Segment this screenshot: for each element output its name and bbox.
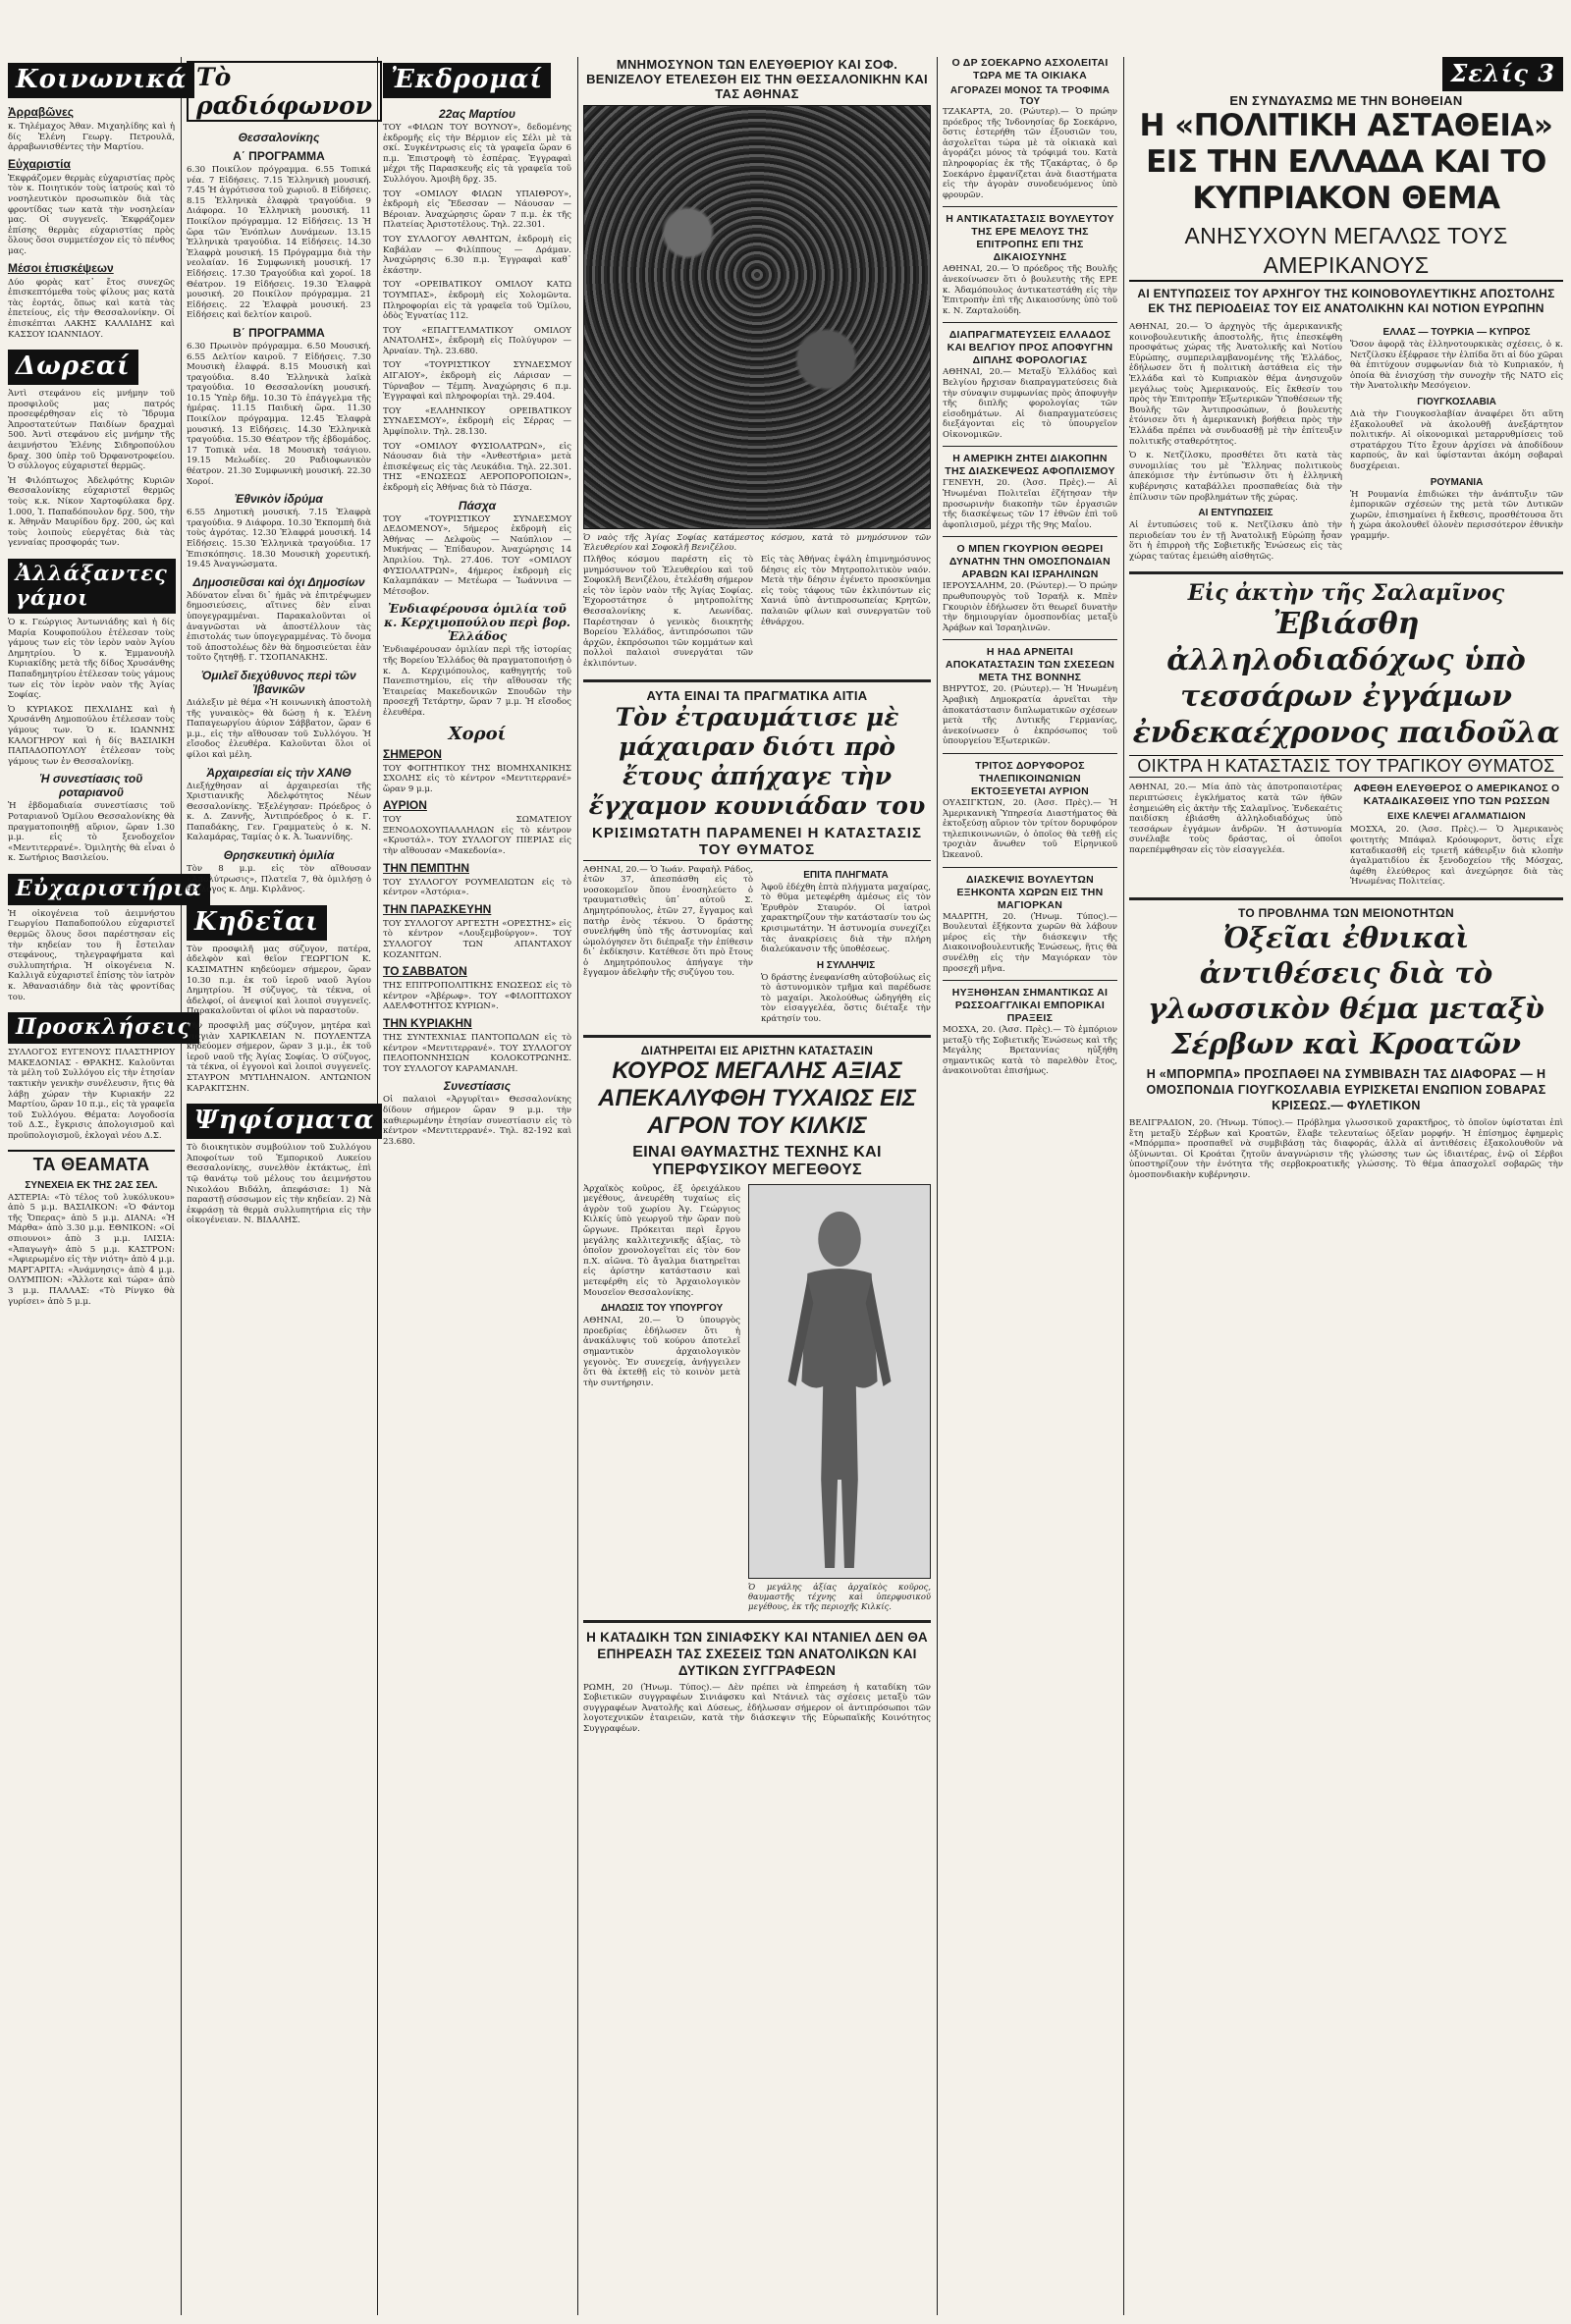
divider xyxy=(583,1035,931,1038)
freed-american-text: ΜΟΣΧΑ, 20. (Ἀσσ. Πρὲς).— Ὁ Ἀμερικανὸς φοιτητὴς Μπάφαλ Κρόουφορντ, ὅστις εἶχε καταδικασθῆ εἰς τριετῆ κάθειρξιν διὰ κλοπὴν ἀγαλματιδίου ἐκ ξενοδοχείου τῆς Μόσχας, ἀφέθη ἐλεύθερος καὶ ἀνεχώρησε διὰ τὰς Ἡνωμένας Πολιτείας. xyxy=(1350,825,1563,888)
writers-text: ΡΩΜΗ, 20 (Ἡνωμ. Τύπος).— Δὲν πρέπει νὰ ἐπηρεάση ἡ καταδίκη τῶν Σοβιετικῶν συγγραφέων Σινιάφσκυ καὶ Ντάνιελ τὰς σχέσεις μεταξὺ τῶν συγγραφέων Ἀνατολῆς καὶ Δύσεως, ἐδήλωσαν σήμερον οἱ ἀντιπρόσωποι τῶν λογοτεχνικῶν ἑταιρειῶν, κατὰ τὴν διάσκεψιν τῆς Εὐρωπαϊκῆς Κοινότητος Συγγραφέων. xyxy=(583,1682,931,1735)
section-title-thanks: Εὐχαριστήρια xyxy=(8,874,210,905)
memorial-caption: Ὁ ναὸς τῆς Ἁγίας Σοφίας κατάμεστος κόσμου, κατὰ τὸ μνημόσυνον τῶν Ἐλευθερίου καὶ Σοφοκλῆ Βενιζέλου. xyxy=(583,532,931,552)
program-b-text: 6.30 Πρωινὸν πρόγραμμα. 6.50 Μουσική. 6.55 Δελτίον καιροῦ. 7 Εἰδήσεις. 7.30 Μουσικὴ ἐλαφρά. 8.15 Μουσικὴ καὶ τραγούδια. 8.40 Ἑλληνικὰ λαϊκὰ τραγούδια. 10 Θεσσαλονίκη μουσική. 10.15 Ὑπὲρ δῆμ. 10.30 Τὸ ἐπάγγελμα τῆς ἡμέρας. 11.15 Παιδικὴ ὥρα. 11.30 Ποικίλον πρόγραμμα. 12.45 Ἐλαφρὰ μουσική. 13 Εἰδήσεις. 14.30 Ἑλληνικὰ τραγούδια. 15.30 Θέατρον τῆς ἐβδομάδος. 17 Τοπικὰ νέα. 18 Μουσικὴ τσάγιου. 19.15 Μελωδίες. 20 Ραδιοφωνικὸν θέατρον. 21.30 Συμφωνικὴ μουσική. 22.30 Χοροί. xyxy=(187,341,371,487)
subhead-sunday: ΤΗΝ ΚΥΡΙΑΚΗΝ xyxy=(383,1016,472,1030)
wounds-text: Ἀφοῦ ἐδέχθη ἑπτὰ πλήγματα μαχαίρας, τὸ θῦμα μετεφέρθη ἀμέσως εἰς τὸν Ἐρυθρὸν Σταυρόν. Οἱ ἰατροὶ χαρακτηρίζουν τὴν κατάστασίν του ὡς κρισιμωτάτην. Ἡ ἀστυνομία συνεχίζει τὰς ἀνακρίσεις διὰ τὴν πλήρη διαλεύκανσιν τῆς ὑποθέσεως. xyxy=(761,882,931,955)
divider xyxy=(943,536,1117,537)
weddings-text: Ὁ ΚΥΡΙΑΚΟΣ ΠΕΧΛΙΔΗΣ καὶ ἡ Χρυσάνθη Δημοπούλου ἐτέλεσαν τοὺς γάμους των. Ὁ κ. ΙΩΑΝΝΗΣ ΚΑΛΟΓΗΡΟΥ καὶ ἡ δίς ΒΑΣΙΛΙΚΗ ΠΑΠΑΔΟΠΟΥΛΟΥ ἐτέλεσαν τοὺς γάμους των ἐν Θεσσαλονίκῃ. xyxy=(8,704,175,767)
column-rule xyxy=(1123,57,1124,2315)
headline-satellite: ΤΡΙΤΟΣ ΔΟΡΥΦΟΡΟΣ ΤΗΛΕΠΙΚΟΙΝΩΝΙΩΝ ΕΚΤΟΞΕΥΕΤΑΙ ΑΥΡΙΟΝ xyxy=(970,759,1090,797)
headline-ere: Η ΑΝΤΙΚΑΤΑΣΤΑΣΙΣ ΒΟΥΛΕΥΤΟΥ ΤΗΣ ΕΡΕ ΜΕΛΟΥΣ ΤΗΣ ΕΠΙΤΡΟΠΗΣ ΕΠΙ ΤΗΣ ΔΙΚΑΙΟΣΥΝΗΣ xyxy=(946,213,1114,264)
subhead-friday: ΤΗΝ ΠΑΡΑΣΚΕΥΗΝ xyxy=(383,901,492,916)
minorities-deck: Η «ΜΠΟΡΜΠΑ» ΠΡΟΣΠΑΘΕΙ ΝΑ ΣΥΜΒΙΒΑΣΗ ΤΑΣ ΔΙΑΦΟΡΑΣ — Η ΟΜΟΣΠΟΝΔΙΑ ΓΙΟΥΓΚΟΣΛΑΒΙΑ ΕΥΡΙΣΚΕΤΑΙ ΕΝΩΠΙΟΝ ΣΟΒΑΡΑΣ ΚΡΙΣΕΩΣ.— ΦΥΛΕΤΙΚΟΝ xyxy=(1146,1067,1546,1113)
subhead-visits: Μέσοι ἐπισκέψεων xyxy=(8,260,114,275)
memorial-photo xyxy=(583,105,931,529)
excursion-text: ΤΟΥ «ΦΙΛΩΝ ΤΟΥ ΒΟΥΝΟΥ», δεδομένης ἐκδρομῆς εἰς τὴν Βέρμιον εἰς Σέλι μὲ τὰ σκί. Συγκέντρωσις εἰς τὰ γραφεῖα ὥραν 6 π.μ. Ἐπιστροφὴ τὸ ἑσπέρας. Ἐγγραφαὶ μέχρι τῆς Παρασκευῆς εἰς τὰ γραφεῖα τοῦ Συλλόγου. Ἀμοιβὴ δρχ. 35. xyxy=(383,123,571,185)
page-badge-wrap xyxy=(1129,57,1563,93)
section-title-resolutions: Ψηφίσματα xyxy=(187,1104,382,1139)
divider xyxy=(583,679,931,682)
trade-text: ΜΟΣΧΑ, 20. (Ἀσσ. Πρὲς).— Τὸ ἐμπόριον μεταξὺ τῆς Σοβιετικῆς Ἑνώσεως καὶ τῆς Μεγάλης Βρεταννίας ηὐξήθη σημαντικῶς κατὰ τὸ παρελθὸν ἔτος, ἀνακοινοῦται ἐπισήμως. xyxy=(943,1025,1117,1077)
subhead-program-b: Β΄ ΠΡΟΓΡΑΜΜΑ xyxy=(233,325,325,340)
excursion-text: ΤΟΥ «ΟΜΙΛΟΥ ΦΙΛΩΝ ΥΠΑΙΘΡΟΥ», ἐκδρομὴ εἰς Ἔδεσσαν — Νάουσαν — Βέροιαν. Ἀναχώρησις ὥραν 7 π.μ. ἐκ τῆς Πλατείας Ἀριστοτέλους. Τηλ. 22.301. xyxy=(383,189,571,231)
dinner-text: Οἱ παλαιοὶ «Ἀργυρῖται» Θεσσαλονίκης δίδουν σήμερον ὥραν 9 μ.μ. τὴν καθιερωμένην ἐτησίαν συνεστίασιν εἰς τὸ κέντρον «Μεντιτερρανέ». Τηλ. 82-192 καὶ 23.680. xyxy=(383,1095,571,1147)
subhead-saturday: ΤΟ ΣΑΒΒΑΤΟΝ xyxy=(383,964,467,979)
kouros-caption: Ὁ μεγάλης ἀξίας ἀρχαϊκὸς κοῦρος, θαυμαστῆς τέχνης καὶ ὑπερφυσικοῦ μεγέθους, ἐκ τῆς περιοχῆς Κιλκίς. xyxy=(748,1581,931,1611)
subhead-impressions: ΑΙ ΕΝΤΥΠΩΣΕΙΣ xyxy=(1198,508,1273,519)
thanks-notice-text: Ἡ οἰκογένεια τοῦ ἀειμνήστου Γεωργίου Παπαδοπούλου εὐχαριστεῖ θερμῶς ὅλους ὅσοι παρέστησαν εἰς τὴν κηδείαν του ἢ ἔστειλαν στεφάνους, τηλεγραφήματα καὶ συλλυπητήρια. Ἡ οἰκογένεια Ν. Καλλιγᾶ εὐχαριστεῖ ἐπίσης τὸν ἰατρὸν κ. Ἀθανασιάδην διὰ τὰς φροντίδας του. xyxy=(8,908,175,1002)
column-radio xyxy=(187,57,375,2315)
headline-majorca: ΔΙΑΣΚΕΨΙΣ ΒΟΥΛΕΥΤΩΝ ΕΞΗΚΟΝΤΑ ΧΩΡΩΝ ΕΙΣ ΤΗΝ ΜΑΓΙΟΡΚΑΝ xyxy=(956,873,1104,911)
section-title-donations: Δωρεαί xyxy=(8,350,138,385)
section-title-excursions: Ἐκδρομαί xyxy=(383,63,551,98)
stabbing-text: ΑΘΗΝΑΙ, 20.— Ὁ Ἰωάν. Ραφαὴλ Ράδος, ἐτῶν 37, ἀπεσπάσθη εἰς τὸ νοσοκομεῖον ὅπου ἐνοσηλεύετο ὁ τραυματισθεὶς ὑπ᾽ αὐτοῦ Σ. Δημητρόπουλος, ἐτῶν 27, ἔγγαμος καὶ πατὴρ ἑνὸς τέκνου. Ὁ δράστης συνελήφθη ὑπὸ τῆς ἀστυνομίας καὶ ὡμολόγησεν ὅτι διέπραξε τὴν ἐπίθεσιν δι᾽ ἐκδίκησιν. Κατέθεσε ὅτι πρὸ ἔτους ὁ Δημητρόπουλος ἀπήγαγε τὴν ἔγγαμον ἀδελφὴν τῆς συζύγου του. xyxy=(583,864,753,979)
invitations-text: ΣΥΛΛΟΓΟΣ ΕΥΓΕΝΟΥΣ ΠΛΑΣΤΗΡΙΟΥ ΜΑΚΕΔΟΝΙΑΣ - ΘΡΑΚΗΣ. Καλοῦνται τὰ μέλη τοῦ Συλλόγου εἰς τὴν ἐτησίαν τακτικὴν γενικὴν συνέλευσιν, ἥτις θὰ λάβῃ χώραν τὴν Κυριακήν 22 Μαρτίου, ὥραν 10 π.μ., εἰς τὰ γραφεῖα τοῦ Συλλόγου. Θέματα: Λογοδοσία τοῦ Δ.Σ., ἔγκρισις ἀπολογισμοῦ καὶ προϋπολογισμοῦ, ἐκλογαὶ νέου Δ.Σ. xyxy=(8,1048,175,1141)
lecture-text: Διάλεξιν μὲ θέμα «Ἡ κοινωνικὴ ἀποστολὴ τῆς γυναικὸς» θὰ δώσῃ ἡ κ. Ἑλένη Παπαγεωργίου ἀύριον Σάββατον, ὥραν 6 μ.μ., εἰς τὴν αἴθουσαν τοῦ Συλλόγου. Ἡ εἴσοδος ἐλευθέρα. Καλοῦνται ὅλοι οἱ φίλοι καὶ μέλη. xyxy=(187,697,371,760)
headline-statuette: ΕΙΧΕ ΚΛΕΨΕΙ ΑΓΑΛΜΑΤΙΔΙΟΝ xyxy=(1387,811,1526,823)
headline-sukarno: Ο ΔΡ ΣΟΕΚΑΡΝΟ ΑΣΧΟΛΕΙΤΑΙ ΤΩΡΑ ΜΕ ΤΑ ΟΙΚΙΑΚΑ xyxy=(951,57,1109,81)
romania-text: Ἡ Ρουμανία ἐπιδιώκει τὴν ἀνάπτυξιν τῶν ἐμπορικῶν σχέσεών της μετὰ τῶν Δυτικῶν χωρῶν, ἐπισημαίνει ἡ ἔκθεσις, προσθέτουσα ὅτι ἡ χώρα ἀκολουθεῖ ὁλονὲν περισσότερον ἐθνικὴν γραμμήν. xyxy=(1350,489,1563,541)
headline-uar: Η ΗΑΔ ΑΡΝΕΙΤΑΙ ΑΠΟΚΑΤΑΣΤΑΣΙΝ ΤΩΝ ΣΧΕΣΕΩΝ ΜΕΤΑ ΤΗΣ ΒΟΝΝΗΣ xyxy=(945,646,1115,684)
memorial-text: Εἰς τὰς Ἀθήνας ἐψάλη ἐπιμνημόσυνος δέησις εἰς τὸν Μητροπολιτικὸν ναόν. Μετὰ τὴν δέησιν ἐγένετο προσκύνημα εἰς τοὺς τάφους τῶν ἐκλιπόντων εἰς Χανιά ὑπὸ ἀντιπροσωπείας Κρητῶν, παλαιῶν φίλων καὶ συνεργατῶν τοῦ ἐθνάρχου. xyxy=(761,555,931,627)
subhead-yugoslavia: ΓΙΟΥΓΚΟΣΛΑΒΙΑ xyxy=(1417,396,1496,407)
column-brief-news xyxy=(943,57,1117,2315)
section-title-social: Κοινωνικά xyxy=(8,63,194,98)
section-title-radio: Τὸ ραδιόφωνον xyxy=(187,61,382,122)
shows-text: ΑΣΤΕΡΙΑ: «Τὸ τέλος τοῦ λυκόλυκου» ἀπὸ 5 μ.μ. ΒΑΣΙΛΙΚΟΝ: «Ὁ Φάντομ τῆς Ὄπερας» ἀπὸ 5 μ.μ. ΔΙΑΝΑ: «Ἡ Μάρθα» ἀπὸ 3.30 μ.μ. ΕΘΝΙΚΟΝ: «Οἱ σπιουνοι» ἀπὸ 3 μ.μ. ΙΛΙΣΙΑ: «Ἀπαγωγὴ» ἀπὸ 5 μ.μ. ΚΑΣΤΡΟΝ: «Ἀφιερωμένο εἰς τὴν νιότη» ἀπὸ 4 μ.μ. ΜΑΡΓΑΡΙΤΑ: «Ἀνάμνησις» ἀπὸ 4 μ.μ. ΟΛΥΜΠΙΟΝ: «Ἄλλοτε καὶ τώρα» ἀπὸ 3 μ.μ. ΠΑΛΛΑΣ: «Τὸ Ρίνγκο θὰ γυρίσει» ἀπὸ 5 μ.μ. xyxy=(8,1192,175,1307)
sukarno-text: ΤΖΑΚΑΡΤΑ, 20. (Ρώυτερ).— Ὁ πρώην πρόεδρος τῆς Ἰνδονησίας δρ Σοεκάρνο, ὅστις ἐστερήθη τῶν ἐξουσιῶν του, ἀσχολεῖται τώρα μὲ τὰ οἰκιακὰ καὶ ἀγοράζει μόνος τὰ τρόφιμά του. Κατὰ πληροφορίας ἐκ τῆς Τζακάρτας, ὁ δρ Σοεκάρνο ἐμφανίζεται ἀνὰ διαστήματα εἰς τὴν ἀγορὰν συνοδευόμενος ὑπὸ φρουρῶν. xyxy=(943,107,1117,200)
visits-text: Δύο φορὰς κατ᾽ ἔτος συνεχῶς ἐπισκεπτόμεθα τοὺς φίλους μας κατὰ τὰς ἑορτάς, ὅπως καὶ κατὰ τὰς ἐπετείους, εἰς τὴν Θεσσαλονίκην. Οἱ ἐπισκέπται ΛΑΚΗΣ ΚΑΛΛΙΔΗΣ καὶ ΚΑΣΣΟΥ ΙΩΑΝΝΙΔΟΥ. xyxy=(8,277,175,340)
lead-text: ΑΘΗΝΑΙ, 20.— Ὁ ἀρχηγὸς τῆς ἀμερικανικῆς κοινοβουλευτικῆς ἀποστολῆς, ἥτις ἐπεσκέφθη προσφάτως χώρας τῆς Ἀνατολικῆς καὶ Νοτίου Εὐρώπης, συμπεριλαμβανομένης τῆς Ἑλλάδος, ἐδήλωσεν ὅτι ἡ πολιτικὴ ἀστάθεια εἰς τὴν Ἑλλάδα καὶ τὸ Κυπριακὸν θέμα ἀνησυχοῦν μεγάλως τοὺς Ἀμερικανούς. Εἰς ἔκθεσίν του πρὸς τὴν Ἐπιτροπὴν Ἐξωτερικῶν Ὑποθέσεων τῆς Βουλῆς τῶν Ἀντιπροσώπων, ὁ βουλευτὴς ἐτόνισεν ὅτι ἡ ἀμερικανικὴ βοήθεια πρὸς τὴν Ἑλλάδα πρέπει νὰ συνδυασθῇ μὲ τὴν ἐπίτευξιν πολιτικῆς σταθερότητος. xyxy=(1129,322,1342,447)
subhead-lecture: Ὁμιλεῖ διεχύθυνος περὶ τῶν Ἰβανικῶν xyxy=(201,668,356,696)
dances-text: ΤΗΣ ΣΥΝΤΕΧΝΙΑΣ ΠΑΝΤΟΠΩΛΩΝ εἰς τὸ κέντρον «Μεντιτερρανέ». ΤΟΥ ΣΥΛΛΟΓΟΥ ΠΕΛΟΠΟΝΝΗΣΙΩΝ ΚΟΛΟΚΟΤΡΩΝΗΣ. ΤΟΥ ΣΥΛΛΟΓΟΥ ΚΑΡΑΜΑΝΛΗ. xyxy=(383,1033,571,1074)
divider xyxy=(943,446,1117,447)
section-title-weddings: Ἀλλάξαντες γάμοι xyxy=(8,559,176,614)
subhead-arrest: Η ΣΥΛΛΗΨΙΣ xyxy=(816,959,876,971)
uar-text: ΒΗΡΥΤΟΣ, 20. (Ρώυτερ).— Ἡ Ἡνωμένη Ἀραβικὴ Δημοκρατία ἀρνεῖται τὴν ἀποκατάστασιν διπλωματικῶν σχέσεων μετὰ τῆς Δυτικῆς Γερμανίας, ἀνεκοίνωσεν ὁ ἐκπρόσωπος τοῦ ὑπουργείου Ἐξωτερικῶν. xyxy=(943,684,1117,747)
subhead-rotary: Ἡ συνεστίασις τοῦ ροταριανοῦ xyxy=(39,772,143,800)
kouros-text: Ἀρχαϊκὸς κοῦρος, ἐξ ὀρειχάλκου μεγέθους, ἀνευρέθη τυχαίως εἰς ἀγρὸν τοῦ χωρίου Ἀγ. Γεώργιος Κιλκίς ὑπὸ γεωργοῦ τὴν ὥραν ποὺ ὤργωνε. Πρόκειται περὶ ἔργου μεγάλης καλλιτεχνικῆς ἀξίας, τὸ ὁποῖον χρονολογεῖται εἰς τὸν 6ον π.Χ. αἰῶνα. Τὸ ἄγαλμα διατηρεῖται εἰς ἀρίστην κατάστασιν καὶ μετεφέρθη εἰς τὸ Ἀρχαιολογικὸν Μουσεῖον Θεσσαλονίκης. xyxy=(583,1183,740,1298)
donations-text: Ἡ Φιλόπτωχος Ἀδελφότης Κυριῶν Θεσσαλονίκης εὐχαριστεῖ θερμῶς τοὺς κ.κ. Νίκον Χαρτοφύλακα δρχ. 1.000, Ἰ. Παπαδόπουλον δρχ. 500, τὴν κ. Ἀθηνᾶν Μαυρίδου δρχ. 200, ὡς καὶ τοὺς λοιποὺς εὐεργέτας διὰ τὰς γενναίας προσφοράς των. xyxy=(8,475,175,549)
national-text: 6.55 Δημοτικὴ μουσική. 7.15 Ἐλαφρὰ τραγούδια. 9 Διάφορα. 10.30 Ἐκπομπὴ διὰ τοὺς ἀγρότας. 12.30 Ἐλαφρά μουσική. 14 Εἰδήσεις. 15.30 Ἑλληνικὰ τραγούδια. 17 Ἐπισκόπησις. 18.30 Μουσικὴ χορευτική. 19.45 Ἀναγνώσματα. xyxy=(187,508,371,570)
easter-text: ΤΟΥ «ΤΟΥΡΙΣΤΙΚΟΥ ΣΥΝΔΕΣΜΟΥ ΔΕΔΟΜΕΝΟΥ», 5ήμερος ἐκδρομὴ εἰς Ἀθήνας — Δελφοὺς — Ναύπλιον — Μυκήνας — Ἐπίδαυρον. Ἀναχώρησις 14 Ἀπριλίου. Τηλ. 27.406. ΤΟΥ «ΟΜΙΛΟΥ ΦΥΣΙΟΛΑΤΡΩΝ», 4ήμερος ἐκδρομὴ εἰς Καλαμπάκαν — Μετέωρα — Ἰωάννινα — Μέτσοβον. xyxy=(383,513,571,597)
divider xyxy=(943,867,1117,868)
headline-writers: Η ΚΑΤΑΔΙΚΗ ΤΩΝ ΣΙΝΙΑΦΣΚΥ ΚΑΙ ΝΤΑΝΙΕΛ ΔΕΝ ΘΑ ΕΠΗΡΕΑΣΗ ΤΑΣ ΣΧΕΣΕΙΣ ΤΩΝ ΑΝΑΤΟΛΙΚΩΝ ΚΑΙ ΔΥΤΙΚΩΝ ΣΥΓΓΡΑΦΕΩΝ xyxy=(586,1629,928,1678)
kouros-article xyxy=(583,1184,931,1614)
headline-kouros-sub: ΕΙΝΑΙ ΘΑΥΜΑΣΤΗΣ ΤΕΧΝΗΣ ΚΑΙ ΥΠΕΡΦΥΣΙΚΟΥ ΜΕΓΕΘΟΥΣ xyxy=(632,1143,882,1178)
section-title-funerals: Κηδεῖαι xyxy=(187,905,327,941)
subhead-shows: ΣΥΝΕΧΕΙΑ ΕΚ ΤΗΣ 2ΑΣ ΣΕΛ. xyxy=(25,1179,158,1191)
ben-gurion-text: ΙΕΡΟΥΣΑΛΗΜ, 20. (Ρώυτερ).— Ὁ πρώην πρωθυπουργὸς τοῦ Ἰσραήλ κ. Μπὲν Γκουριὸν ἐδήλωσεν ὅτι θεωρεῖ δυνατὴν τὴν δημιουργίαν ὁμοσπονδίας μεταξὺ Ἀράβων καὶ Ἰσραηλινῶν. xyxy=(943,581,1117,633)
newspaper-page xyxy=(8,57,1563,2315)
excursion-text: ΤΟΥ «ΟΜΙΛΟΥ ΦΥΣΙΟΛΑΤΡΩΝ», εἰς Νάουσαν διὰ τὴν «Ἀνθεστήρια» μετὰ ἐπισκέψεως εἰς τὰς Λευκάδια. Τηλ. 22.301. ΤΗΣ «ΕΝΩΣΕΩΣ ΑΕΡΟΠΟΡΟΠΟΙΩΝ», ἐκδρομὴ εἰς Ἀθήνας διὰ τὸ Πάσχα. xyxy=(383,441,571,493)
subhead-engagements: Ἀρραβῶνες xyxy=(8,105,74,119)
religious-text: Τὸν 8 μ.μ. εἰς τὸν αἴθουσαν «Ἀπολύτρωσις», Πλατεῖα 7, θὰ ὁμιλήσῃ ὁ θεολόγος κ. Δημ. Κιρλᾶνος. xyxy=(187,864,371,895)
minorities-text: ΒΕΛΙΓΡΑΔΙΟΝ, 20. (Ἡνωμ. Τύπος).— Πρόβλημα γλωσσικοῦ χαρακτῆρος, τὸ ὁποῖον ὑφίσταται ἐπὶ ἔτη μεταξὺ Σέρβων καὶ Κροατῶν, ἔλαβε τελευταίως ὀξεῖαν μορφήν. Ἡ ἐπίσημος ἐφημερὶς «Μπόρμπα» προσπαθεῖ νὰ συμβιβάσῃ τὰς διαφοράς, ἀλλὰ αἱ ἀντιθέσεις ἐξακολουθοῦν νὰ ὀξύνωνται. Οἱ Κροάται ζητοῦν ἀναγνώρισιν τῆς γλώσσης των ὡς ἰδιαιτέρας, ἐνῷ οἱ Σέρβοι ὑποστηρίζουν τὴν ἑνότητα τῆς σερβοκροατικῆς γλώσσης. Τὸ θέμα ἀπασχολεῖ σοβαρῶς τὴν ὁμοσπονδιακὴν κυβέρνησιν. xyxy=(1129,1118,1563,1180)
column-excursions xyxy=(383,57,571,2315)
subhead-thessaloniki: Θεσσαλονίκης xyxy=(238,131,320,144)
headline-kicker: ΑΥΤΑ ΕΙΝΑΙ ΤΑ ΠΡΑΓΜΑΤΙΚΑ ΑΙΤΙΑ xyxy=(646,687,868,703)
headline-trade: ΗΥΞΗΘΗΣΑΝ ΣΗΜΑΝΤΙΚΩΣ ΑΙ ΡΩΣΣΟΑΓΓΛΙΚΑΙ ΕΜΠΟΡΙΚΑΙ ΠΡΑΞΕΙΣ xyxy=(951,987,1109,1025)
majorca-text: ΜΑΔΡΙΤΗ, 20. (Ἡνωμ. Τύπος).— Βουλευταὶ ἐξήκοντα χωρῶν θὰ λάβουν μέρος εἰς τὴν διάσκεψιν τῆς Διακοινοβουλευτικῆς Ἑνώσεως, ἥτις θὰ συνέλθῃ εἰς τὴν Μαγιόρκαν τὸν προσεχῆ μῆνα. xyxy=(943,911,1117,974)
subhead-tomorrow: ΑΥΡΙΟΝ xyxy=(383,798,427,813)
stabbing-article xyxy=(583,865,931,1029)
excursion-text: ΤΟΥ ΣΥΛΛΟΓΟΥ ΑΘΛΗΤΩΝ, ἐκδρομὴ εἰς Καβάλαν — Φιλίππους — Δράμαν. Ἀναχώρησις 6.30 π.μ. Ἐγγραφαὶ καθ᾽ ἑκάστην. xyxy=(383,234,571,276)
headline-stabbing: Τὸν ἐτραυμάτισε μὲ μάχαιραν διότι πρὸ ἔτους ἀπήχαγε τὴν ἔγχαμον κουνιάδαν του xyxy=(588,702,926,820)
kouros-statue-photo xyxy=(748,1184,931,1579)
lead-deck: ΑΙ ΕΝΤΥΠΩΣΕΙΣ ΤΟΥ ΑΡΧΗΓΟΥ ΤΗΣ ΚΟΙΝΟΒΟΥΛΕΥΤΙΚΗΣ ΑΠΟΣΤΟΛΗΣ ΕΚ ΤΗΣ ΠΕΡΙΟΔΕΙΑΣ ΤΟΥ ΕΙΣ ΑΝΑΤΟΛΙΚΗΝ ΚΑΙ ΝΟΤΙΟΝ ΕΥΡΩΠΗΝ xyxy=(1137,287,1555,315)
thanks-text: Ἐκφράζομεν θερμὰς εὐχαριστίας πρὸς τὸν κ. Ποιητικόν τοὺς ἰατρούς καὶ τὸ νοσηλευτικὸν προσωπικὸν διὰ τὰς φροντίδας των κατὰ τὴν νοσηλείαν μας. Οἱ συγγενεῖς. Ἐκφράζομεν ἐπίσης θερμὰς εὐχαριστίας πρὸς ὅλους ὅσοι συμμετέσχον εἰς τὸ πένθος μας. xyxy=(8,173,175,256)
subhead-dinner: Συνεστίασις xyxy=(444,1079,511,1094)
belgium-text: ΑΘΗΝΑΙ, 20.— Μεταξὺ Ἑλλάδος καὶ Βελγίου ἤρχισαν διαπραγματεύσεις διὰ τὴν σύναψιν συμφωνίας πρὸς ἀποφυγὴν τῆς διπλῆς φορολογίας τῶν εἰσοδημάτων. Αἱ διαπραγματεύσεις διεξάγονται εἰς τὸ ὑπουργεῖον Οἰκονομικῶν. xyxy=(943,367,1117,440)
divider xyxy=(583,1620,931,1623)
kouros-statue-figure xyxy=(749,1185,930,1578)
subhead-date: 22ας Μαρτίου xyxy=(439,107,515,121)
dances-text: ΤΟΥ ΣΥΛΛΟΓΟΥ ΑΡΓΕΣΤΗ «ΟΡΕΣΤΗΣ» εἰς τὸ κέντρον «Λουξεμβούργον». ΤΟΥ ΣΥΛΛΟΓΟΥ ΤΩΝ ΑΠΑΝΤΑΧΟΥ ΚΟΖΑΝΙΤΩΝ. xyxy=(383,918,571,960)
elections-text: Διεξήχθησαν αἱ ἀρχαιρεσίαι τῆς Χριστιανικῆς Ἀδελφότητος Νέων Θεσσαλονίκης. Ἐξελέγησαν: Πρόεδρος ὁ κ. Δ. Ζαννῆς, Ἀντιπρόεδρος ὁ κ. Γ. Παπαδάκης, Γεν. Γραμματεὺς ὁ κ. Ν. Καλαμάρας, Ταμίας ὁ κ. Ἀ. Ἰωαννίδης. xyxy=(187,781,371,843)
ere-text: ΑΘΗΝΑΙ, 20.— Ὁ πρόεδρος τῆς Βουλῆς ἀνεκοίνωσεν ὅτι ὁ βουλευτὴς τῆς ΕΡΕ κ. Ἀδαμόπουλος ἀντικατεστάθη εἰς τὴν Ἐπιτροπὴν ἐπὶ τῆς Δικαιοσύνης ὑπὸ τοῦ κ. Ν. Ζαρταλούδη. xyxy=(943,264,1117,316)
divider xyxy=(943,980,1117,981)
weddings-text: Ὁ κ. Γεώργιος Ἀντωνιάδης καὶ ἡ δίς Μαρία Κουφοπούλου ἐτέλεσαν τοὺς γάμους των εἰς τὸν ἱερὸν ναὸν Ἁγίου Δημητρίου. Ὁ κ. Ἐμμανουὴλ Κυριακίδης μετὰ τῆς δίδος Χρυσάνθης Παπαδημητρίου ἐτέλεσαν τοὺς γάμους των εἰς τὸν ἱερὸν ναὸν τῆς Ἁγίας Σοφίας. xyxy=(8,618,175,701)
lead-text: Ὁ κ. Νετζίλσκυ, προσθέτει ὅτι κατὰ τὰς συνομιλίας του μὲ Ἕλληνας πολιτικοὺς ἀπεκόμισε τὴν ἐντύπωσιν ὅτι ἡ ἑλληνικὴ κυβέρνησις καταβάλλει προσπαθείας διὰ τὴν ἐπίλυσιν τῶν προβλημάτων τῆς χώρας. xyxy=(1129,451,1342,503)
excursion-text: ΤΟΥ «ΤΟΥΡΙΣΤΙΚΟΥ ΣΥΝΔΕΣΜΟΥ ΑΙΓΑΙΟΥ», ἐκδρομὴ εἰς Λάρισαν — Τύρναβον — Τέμπη. Ἀναχώρησις 6 π.μ. Ἐγγραφαὶ καὶ πληροφορίαι τηλ. 29.404. xyxy=(383,360,571,403)
yugoslavia-text: Διὰ τὴν Γιουγκοσλαβίαν ἀναφέρει ὅτι αὕτη ἐξακολουθεῖ νὰ ἀκολουθῇ ἀνεξάρτητον πολιτικήν. Αἱ οἰκονομικαὶ μεταρρυθμίσεις τοῦ στρατάρχου Τίτο ἔχουν ἀρχίσει νὰ ἀποδίδουν καρπούς, ἂν καὶ ὑφίστανται ἀκόμη σοβαραὶ δυσχέρειαι. xyxy=(1350,408,1563,471)
lead-kicker: ΕΝ ΣΥΝΔΥΑΣΜΩ ΜΕ ΤΗΝ ΒΟΗΘΕΙΑΝ xyxy=(1229,93,1463,108)
subhead-thanks: Εὐχαριστία xyxy=(8,156,71,171)
column-center-news xyxy=(583,57,931,2315)
column-rule xyxy=(937,57,938,2315)
divider xyxy=(943,206,1117,207)
page-number-badge: Σελίς 3 xyxy=(1442,57,1563,91)
funerals-text: Τὴν προσφιλῆ μας σύζυγον, μητέρα καὶ γιαγιὰν ΧΑΡΙΚΛΕΙΑΝ Ν. ΠΟΥΛΕΝΤΖΑ κηδεύομεν σήμερον, ὥραν 3 μ.μ., ἐκ τοῦ ἱεροῦ ναοῦ τῆς Ἁγίας Σοφίας. Ὁ σύζυγος, τὰ τέκνα, οἱ ἐγγονοὶ καὶ λοιποὶ συγγενεῖς. ΣΤΑΥΡΟΝ ΜΥΤΙΛΗΝΑΙΟΝ. ΑΝΤΩΝΙΟΝ ΚΑΡΑΚΙΤΣΗΝ. xyxy=(187,1021,371,1094)
divider xyxy=(1129,897,1563,900)
headline-kouros: ΚΟΥΡΟΣ ΜΕΓΑΛΗΣ ΑΞΙΑΣ ΑΠΕΚΑΛΥΦΘΗ ΤΥΧΑΙΩΣ ΕΙΣ ΑΓΡΟΝ ΤΟΥ ΚΙΛΚΙΣ xyxy=(598,1056,916,1139)
subhead-lecture: Ἐνδιαφέρουσα ὁμιλία τοῦ κ. Κερχιμοπούλου περὶ βορ. Ἑλλάδος xyxy=(384,602,570,644)
subhead-thursday: ΤΗΝ ΠΕΜΠΤΗΝ xyxy=(383,860,469,875)
divider xyxy=(943,639,1117,640)
excursion-text: ΤΟΥ «ΕΠΑΓΓΕΛΜΑΤΙΚΟΥ ΟΜΙΛΟΥ ΑΝΑΤΟΛΗΣ», ἐκδρομὴ εἰς Πολύγυρον — Ἀρναίαν. Τηλ. 23.680. xyxy=(383,325,571,356)
divider xyxy=(943,753,1117,754)
donations-text: Ἀντὶ στεφάνου εἰς μνήμην τοῦ προσφιλοῦς μας πατρός προσεφέρθησαν εἰς τὸ Ἵδρυμα Ἀπροστατεύτων Παιδίων δραχμαὶ 500. Ἀντὶ στεφάνου εἰς μνήμην τῆς ἀειμνήστου Ἑλένης Σιδηροπούλου δραχ. 300 ὑπὲρ τοῦ Ὀρφανοτροφείου. Ὁ σύλλογος εὐχαριστεῖ θερμῶς. xyxy=(8,389,175,472)
minorities-kicker: ΤΟ ΠΡΟΒΛΗΜΑ ΤΩΝ ΜΕΙΟΝΟΤΗΤΩΝ xyxy=(1237,906,1455,921)
lead-subheadline: ΑΝΗΣΥΧΟΥΝ ΜΕΓΑΛΩΣ ΤΟΥΣ ΑΜΕΡΙΚΑΝΟΥΣ xyxy=(1129,221,1563,282)
column-rule xyxy=(577,57,578,2315)
excursion-text: ΤΟΥ «ΕΛΛΗΝΙΚΟΥ ΟΡΕΙΒΑΤΙΚΟΥ ΣΥΝΔΕΣΜΟΥ», ἐκδρομὴ εἰς Σέρρας — Ἀμφίπολιν. Τηλ. 28.130. xyxy=(383,405,571,438)
memorial-article xyxy=(583,555,931,674)
rotary-text: Ἡ ἑβδομαδιαία συνεστίασις τοῦ Ροταριανοῦ Ὁμίλου Θεσσαλονίκης θὰ πραγματοποιηθῇ αὔριον, ὥραν 1.30 μ.μ. εἰς τὸ ξενοδοχεῖον «Μεντιτερρανέ». Ὁμιλητὴς θὰ εἶναι ὁ κ. Σωτήριος Βασιλείου. xyxy=(8,801,175,864)
headline-belgium: ΔΙΑΠΡΑΓΜΑΤΕΥΣΕΙΣ ΕΛΛΑΔΟΣ ΚΑΙ ΒΕΛΓΙΟΥ ΠΡΟΣ ΑΠΟΦΥΓΗΝ ΔΙΠΛΗΣ ΦΟΡΟΛΟΓΙΑΣ xyxy=(947,329,1113,367)
subhead-today: ΣΗΜΕΡΟΝ xyxy=(383,746,442,761)
publications-text: Ἀδύνατον εἶναι δι᾽ ἡμᾶς νὰ ἐπιτρέψωμεν δημοσιεύσεις, αἵτινες δὲν εἶναι ὑπογεγραμμέναι. Παρακαλοῦνται οἱ ἀναγνῶσται νὰ ἀποστέλλουν τὰς ἐπιστολάς των ὑπογεγραμμένας. Τὸ ὄνομα τοῦ ἀποστολέως δὲν θὰ δημοσιεύεται ἐὰν τοῦτο ζητηθῇ. Γ. ΤΣΟΠΑΝΑΚΗΣ. xyxy=(187,590,371,664)
subhead-elections: Ἀρχαιρεσίαι εἰς τὴν ΧΑΝΘ xyxy=(206,765,352,780)
headline-ben-gurion: Ο ΜΠΕΝ ΓΚΟΥΡΙΟΝ ΘΕΩΡΕΙ ΔΥΝΑΤΗΝ ΤΗΝ ΟΜΟΣΠΟΝΔΙΑΝ ΑΡΑΒΩΝ ΚΑΙ ΙΣΡΑΗΛΙΝΩΝ xyxy=(948,543,1111,581)
excursion-text: ΤΟΥ «ΟΡΕΙΒΑΤΙΚΟΥ ΟΜΙΛΟΥ ΚΑΤΩ ΤΟΥΜΠΑΣ», ἐκδρομὴ εἰς Χολομῶντα. Πληροφορίαι εἰς τὰ γραφεῖα τοῦ Ὁμίλου, ὁδὸς Ἐγνατίας 112. xyxy=(383,280,571,322)
divider xyxy=(943,322,1117,323)
lead-article xyxy=(1129,322,1563,566)
salamina-headline: Ἐβιάσθη ἀλληλοδιαδόχως ὑπὸ τεσσάρων ἐγγάμων ἐνδεκαέχρονος παιδοῦλα xyxy=(1132,607,1560,751)
funerals-text: Τὸν προσφιλῆ μας σύζυγον, πατέρα, ἀδελφὸν καὶ θεῖον ΓΕΩΡΓΙΟΝ Κ. ΚΑΣΙΜΑΤΗΝ κηδεύομεν σήμερον, ὥραν 10.30 π.μ. ἐκ τοῦ ἱεροῦ ναοῦ Ἁγίου Δημητρίου. Ἡ σύζυγος, τὰ τέκνα, οἱ ἀδελφοί, οἱ ἀνεψιοί καὶ λοιποὶ συγγενεῖς. Παρακαλοῦνται οἱ φίλοι νὰ παραστοῦν. xyxy=(187,944,371,1017)
lead-headline: Η «ΠΟΛΙΤΙΚΗ ΑΣΤΑΘΕΙΑ» ΕΙΣ ΤΗΝ ΕΛΛΑΔΑ ΚΑΙ ΤΟ ΚΥΠΡΙΑΚΟΝ ΘΕΜΑ xyxy=(1139,108,1553,216)
dances-text: ΤΟΥ ΣΩΜΑΤΕΙΟΥ ΞΕΝΟΔΟΧΟΥΠΑΛΛΗΛΩΝ εἰς τὸ κέντρον «Κρυστάλ». ΤΟΥ ΣΥΛΛΟΓΟΥ ΠΙΕΡΙΑΣ εἰς τὴν αἴθουσαν «Μακεδονία». xyxy=(383,815,571,857)
minorities-headline: Ὀξεῖαι ἐθνικαὶ ἀντιθέσεις διὰ τὸ γλωσσικὸν θέμα μεταξὺ Σέρβων καὶ Κροατῶν xyxy=(1148,921,1544,1061)
arrest-text: Ὁ δράστης ἐνεφανίσθη αὐτοβούλως εἰς τὸ ἀστυνομικὸν τμῆμα καὶ παρέδωσε τὸ μαχαίρι. Ἀκολούθως ὡδηγήθη εἰς τὸν εἰσαγγελέα, ὅστις διέταξε τὴν κράτησίν του. xyxy=(761,972,931,1025)
engagements-text: κ. Τηλέμαχος Ἀθαν. Μιχαηλίδης καὶ ἡ δίς Ἑλένη Γεωργ. Πετρουλᾶ, ἀρραβωνισθέντες τὴν Μαρτίου. xyxy=(8,122,175,153)
headline-freed-american: ΑΦΕΘΗ ΕΛΕΥΘΕΡΟΣ Ο ΑΜΕΡΙΚΑΝΟΣ Ο ΚΑΤΑΔΙΚΑΣΘΕΙΣ ΥΠΟ ΤΩΝ ΡΩΣΣΩΝ xyxy=(1353,783,1560,808)
lecture-text: Ἐνδιαφέρουσαν ὁμιλίαν περὶ τῆς ἱστορίας τῆς Βορείου Ἑλλάδος θὰ πραγματοποιήσῃ ὁ κ. Δ. Κερχιμόπουλος, καθηγητής τοῦ Πανεπιστημίου, εἰς τὴν αἴθουσαν τῆς Ἑταιρείας Μακεδονικῶν Σπουδῶν τὴν προσεχῆ Τετάρτην, ὥραν 7 μ.μ. Ἡ εἴσοδος ἐλευθέρα. xyxy=(383,645,571,718)
disarmament-text: ΓΕΝΕΥΗ, 20. (Ἀσσ. Πρὲς).— Αἱ Ἡνωμέναι Πολιτεῖαι ἐζήτησαν τὴν προσωρινὴν διακοπὴν τῶν ἐργασιῶν τῆς διασκέψεως τῶν 17 ἐθνῶν ἐπὶ τοῦ ἀφοπλισμοῦ, μέχρι τῆς 9ης Μαΐου. xyxy=(943,478,1117,530)
section-title-invitations: Προσκλήσεις xyxy=(8,1012,199,1044)
subhead-easter: Πάσχα xyxy=(458,498,497,513)
impressions-text: Αἱ ἐντυπώσεις τοῦ κ. Νετζίλσκυ ἀπὸ τὴν περιοδείαν του ἐν τῇ Ἀνατολικῇ Εὐρώπῃ ἦσαν ὅτι ἡ ἐπιρροὴ τῆς Σοβιετικῆς Ἑνώσεως εἰς τὰς χώρας ταύτας ἐμειώθη αἰσθητῶς. xyxy=(1129,520,1342,562)
program-a-text: 6.30 Ποικίλον πρόγραμμα. 6.55 Τοπικά νέα. 7 Εἰδήσεις. 7.15 Ἑλληνικὴ μουσική. 7.45 Ἡ ἀγρότισσα τοῦ χωριοῦ. 8 Εἰδήσεις. 8.15 Ἑλληνικὰ ἐλαφρὰ τραγούδια. 9 Διάφορα. 10 Ἑλληνικὴ μουσική. 11 Ποικίλον πρόγραμμα. 12 Εἰδήσεις. 13 Ἡ ὥρα τῶν Ἐνόπλων Δυνάμεων. 13.15 Ἑλληνικὰ τραγούδια. 14 Εἰδήσεις. 14.30 Ἐλαφρὰ μουσική. 15 Πρόγραμμα διὰ τὴν νεολαίαν. 16 Συμφωνικὴ μουσική. 17 Εἰδήσεις. 17.30 Τραγούδια καὶ χοροί. 18 Θέατρον. 19 Εἰδήσεις. 19.30 Ἐλαφρὰ μουσική. 20 Ποικίλον πρόγραμμα. 21 Εἰδήσεις. 22 Ἐλαφρὰ μουσική. 23 Εἰδήσεις καὶ δελτίον καιροῦ. xyxy=(187,165,371,321)
subhead-minister: ΔΗΛΩΣΙΣ ΤΟΥ ΥΠΟΥΡΓΟΥ xyxy=(600,1303,724,1315)
subhead-publications: Δημοσιεῦσαι καὶ ὀχι Δημοσίων xyxy=(192,574,365,589)
column-rule xyxy=(377,57,378,2315)
subhead-national: Ἐθνικὸν ἰδρύμα xyxy=(235,492,323,507)
subhead-program-a: Α΄ ΠΡΟΓΡΑΜΜΑ xyxy=(233,149,325,163)
column-social xyxy=(8,57,202,2315)
section-title-dances: Χοροί xyxy=(448,723,507,744)
headline-memorial: ΜΝΗΜΟΣΥΝΟΝ ΤΩΝ ΕΛΕΥΘΕΡΙΟΥ ΚΑΙ ΣΟΦ. ΒΕΝΙΖΕΛΟΥ ΕΤΕΛΕΣΘΗ ΕΙΣ ΤΗΝ ΘΕΣΣΑΛΟΝΙΚΗΝ ΚΑΙ ΤΑΣ ΑΘΗΝΑΣ xyxy=(586,57,928,101)
subhead-greece-turkey-cyprus: ΕΛΛΑΣ — ΤΟΥΡΚΙΑ — ΚΥΠΡΟΣ xyxy=(1382,327,1531,338)
minister-text: ΑΘΗΝΑΙ, 20.— Ὁ ὑπουργὸς προεδρίας ἐδήλωσεν ὅτι ἡ ἀνακάλυψις τοῦ κούρου ἀποτελεῖ σημαντικὸν ἀρχαιολογικὸν γεγονὸς. Ἐν συνεχείᾳ, ἀνήγγειλεν ὅτι θὰ ἐκτεθῇ εἰς τὸ κοινὸν μετὰ τὴν συντήρησιν. xyxy=(583,1316,740,1388)
subhead-religious: Θρησκευτικὴ ὁμιλία xyxy=(223,848,335,863)
satellite-text: ΟΥΑΣΙΓΚΤΩΝ, 20. (Ἀσσ. Πρὲς).— Ἡ Ἀμερικανικὴ Ὑπηρεσία Διαστήματος θὰ ἐκτοξεύσῃ αὔριον τὸν τρίτον δορυφόρον τηλεπικοινωνιῶν, ὁ ὁποῖος θὰ τεθῇ εἰς τροχιὰν ἄνωθεν τοῦ Εἰρηνικοῦ Ὠκεανοῦ. xyxy=(943,797,1117,860)
subhead-wounds: ΕΠΙΤΑ ΠΛΗΓΜΑΤΑ xyxy=(803,869,889,881)
dances-text: ΤΟΥ ΦΟΙΤΗΤΙΚΟΥ ΤΗΣ ΒΙΟΜΗΧΑΝΙΚΗΣ ΣΧΟΛΗΣ εἰς τὸ κέντρον «Μεντιτερρανέ» ὥραν 9 μ.μ. xyxy=(383,763,571,794)
salamina-kicker: Εἰς ἀκτὴν τῆς Σαλαμῖνος xyxy=(1187,580,1505,607)
column-rule xyxy=(181,57,182,2315)
headline-disarmament: Η ΑΜΕΡΙΚΗ ΖΗΤΕΙ ΔΙΑΚΟΠΗΝ ΤΗΣ ΔΙΑΣΚΕΨΕΩΣ ΑΦΟΠΛΙΣΜΟΥ xyxy=(945,453,1115,478)
headline-kicker-kouros: ΔΙΑΤΗΡΕΙΤΑΙ ΕΙΣ ΑΡΙΣΤΗΝ ΚΑΤΑΣΤΑΣΙΝ xyxy=(640,1043,874,1057)
divider xyxy=(1129,571,1563,574)
dances-text: ΤΗΣ ΕΠΙΤΡΟΠΟΛΙΤΙΚΗΣ ΕΝΩΣΕΩΣ εἰς τὸ κέντρον «Ἀβέρωφ». ΤΟΥ «ΦΙΛΟΠΤΩΧΟΥ ΑΔΕΛΦΟΤΗΤΟΣ ΚΥΡΙΩΝ». xyxy=(383,981,571,1012)
salamina-article xyxy=(1129,783,1563,892)
column-lead-story xyxy=(1129,57,1563,2315)
memorial-text: Πλῆθος κόσμου παρέστη εἰς τὸ μνημόσυνον τοῦ Ἐλευθερίου καὶ τοῦ Σοφοκλῆ Βενιζέλου, ἐτελέσθη σήμερον εἰς τὸν ἱερὸν ναὸν τῆς Ἁγίας Σοφίας. Ἐχοροστάτησε ὁ μητροπολίτης Θεσσαλονίκης κ. Λεωνίδας. Παρέστησαν ὁ γενικὸς διοικητὴς Βορείου Ἑλλάδος, ἀντιπρόσωποι τῶν ἀρχῶν, ἐκπρόσωποι τῶν κομμάτων καὶ πολλοὶ παλαιοὶ συνεργάται τῶν ἐκλιπόντων. xyxy=(583,555,753,669)
resolutions-text: Τὸ διοικητικὸν συμβούλιον τοῦ Συλλόγου Ἀποφοίτων τοῦ Ἐμπορικοῦ Λυκείου Θεσσαλονίκης, συνελθὸν ἐκτάκτως, ἐπὶ τῷ θανάτῳ τοῦ μέλους του ἀειμνήστου Νικολάου Βιδάλη, ἀπεφάσισε: 1) Νὰ παραστῇ σύσσωμον εἰς τὴν κηδείαν. 2) Νὰ ἐκφράσῃ τὰ θερμὰ συλλυπητήρια εἰς τὴν οἰκογένειαν. Ν. ΒΙΔΑΛΗΣ. xyxy=(187,1143,371,1226)
dances-text: ΤΟΥ ΣΥΛΛΟΓΟΥ ΡΟΥΜΕΛΙΩΤΩΝ εἰς τὸ κέντρον «Ἀστόρια». xyxy=(383,877,571,898)
subhead-romania: ΡΟΥΜΑΝΙΑ xyxy=(1430,476,1484,488)
greece-text: Ὅσον ἀφορᾷ τὰς ἑλληνοτουρκικὰς σχέσεις, ὁ κ. Νετζίλσκυ ἐξέφρασε τὴν ἐλπίδα ὅτι αἱ δύο χῶραι θὰ ἐπιτύχουν συμφωνίαν διὰ τὸ Κυπριακόν, ἡ ὁποία θὰ ἐνισχύσῃ τὴν συνοχὴν τῆς ΝΑΤΟ εἰς τὴν Ἀνατολικὴν Μεσόγειον. xyxy=(1350,340,1563,392)
headline-condition: ΚΡΙΣΙΜΩΤΑΤΗ ΠΑΡΑΜΕΝΕΙ Η ΚΑΤΑΣΤΑΣΙΣ ΤΟΥ ΘΥΜΑΤΟΣ xyxy=(583,825,931,861)
headline-sukarno-sub: ΑΓΟΡΑΖΕΙ ΜΟΝΟΣ ΤΑ ΤΡΟΦΙΜΑ ΤΟΥ xyxy=(949,85,1111,107)
salamina-subheadline: ΟΙΚΤΡΑ Η ΚΑΤΑΣΤΑΣΙΣ ΤΟΥ ΤΡΑΓΙΚΟΥ ΘΥΜΑΤΟΣ xyxy=(1129,755,1563,778)
salamina-text: ΑΘΗΝΑΙ, 20.— Μία ἀπὸ τὰς ἀποτροπαιοτέρας περιπτώσεις ἐγκλήματος κατὰ τῶν ἠθῶν ἐσημειώθη εἰς ἀκτὴν τῆς Σαλαμῖνος. Ἐνδεκαέτις παιδίσκη ἐβιάσθη ἀλληλοδιαδόχως ὑπὸ τεσσάρων ἐγγάμων ἀνδρῶν. Ἡ ἀστυνομία συνέλαβε τοὺς δράστας, οἱ ὁποῖοι παρεπέμφθησαν εἰς τὸν εἰσαγγελέα. xyxy=(1129,783,1342,856)
section-title-shows: ΤΑ ΘΕΑΜΑΤΑ xyxy=(8,1150,175,1175)
